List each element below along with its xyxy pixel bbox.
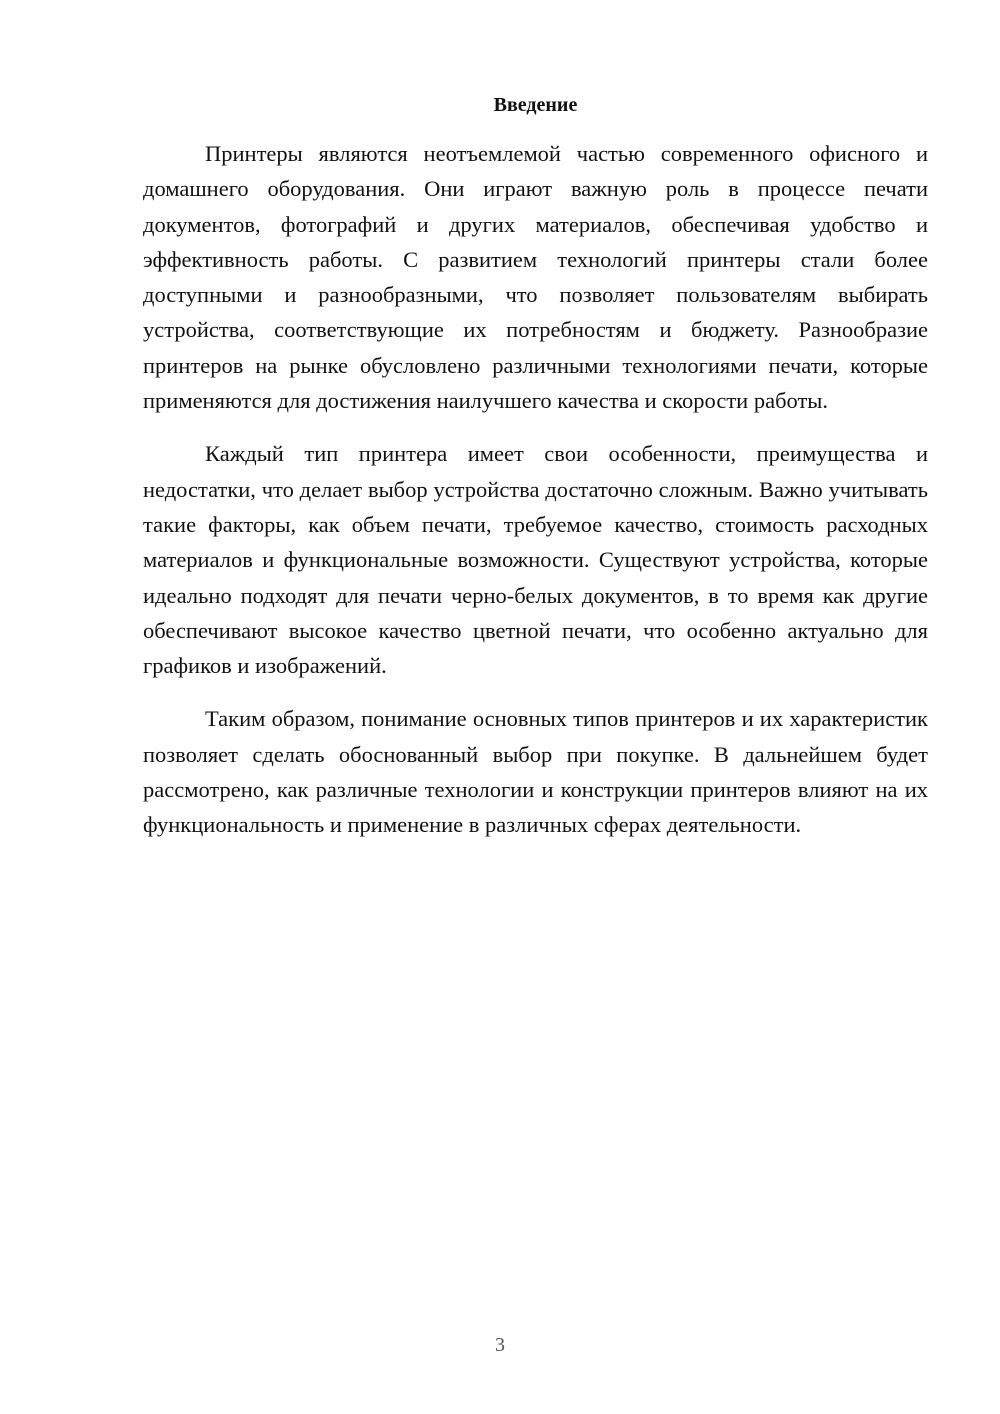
page-content (143, 92, 928, 861)
paragraph-1: Принтеры являются неотъемлемой частью современного офисного и домашнего оборудования. Они играют важную роль в процессе печати документов, фотографий и других материалов, обеспечивая удобство и эффективность работы. С развитием технологий принтеры стали более доступными и разнообразными, что позволяет пользователям выбирать устройства, соответствующие их потребностям и бюджету. Разнообразие принтеров на рынке обусловлено различными технологиями печати, которые применяются для достижения наилучшего качества и скорости работы. (143, 141, 928, 414)
section-heading: Введение (493, 94, 578, 116)
paragraph-2: Каждый тип принтера имеет свои особенности, преимущества и недостатки, что делает выбор устройства достаточно сложным. Важно учитывать такие факторы, как объем печати, требуемое качество, стоимость расходных материалов и функциональные возможности. Существуют устройства, которые идеально подходят для печати черно-белых документов, в то время как другие обеспечивают высокое качество цветной печати, что особенно актуально для графиков и изображений. (143, 441, 928, 679)
page-number: 3 (495, 1334, 505, 1356)
paragraph-3: Таким образом, понимание основных типов принтеров и их характеристик позволяет сделать обоснованный выбор при покупке. В дальнейшем будет рассмотрено, как различные технологии и конструкции принтеров влияют на их функциональность и применение в различных сферах деятельности. (143, 706, 928, 838)
